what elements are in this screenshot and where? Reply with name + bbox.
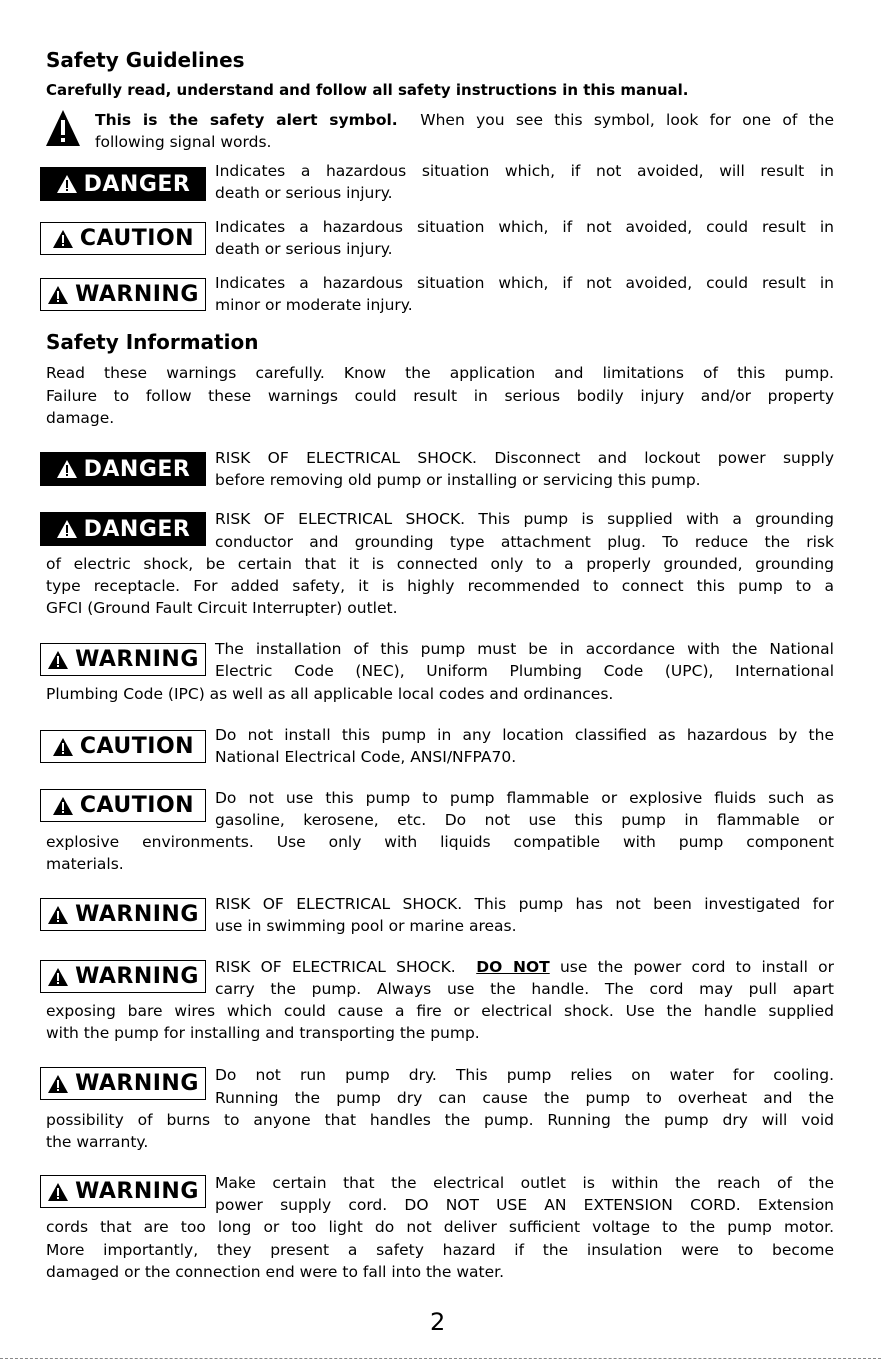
warning-badge bbox=[40, 898, 206, 931]
item-text-line: carry the pump. Always use the handle. The cord may pull apart bbox=[215, 980, 834, 998]
item-text-line: Make certain that the electrical outlet is within the reach of the bbox=[215, 1174, 834, 1192]
item-text-line: conductor and grounding type attachment plug. To reduce the risk bbox=[215, 533, 834, 551]
item-text-line bbox=[215, 956, 834, 979]
warning-badge bbox=[40, 643, 206, 676]
warning-triangle-icon bbox=[56, 519, 78, 539]
alert-symbol-line-2: following signal words. bbox=[95, 133, 272, 151]
warning-triangle-icon bbox=[47, 650, 69, 670]
alert-symbol-rest: When you see this symbol, look for one of the bbox=[420, 111, 834, 129]
item-text-line: gasoline, kerosene, etc. Do not use this pump in flammable or bbox=[215, 811, 834, 829]
warning-triangle-icon bbox=[47, 905, 69, 925]
badge-label: CAUTION bbox=[79, 793, 195, 818]
alert-symbol-line-1 bbox=[95, 109, 834, 132]
item-text-line: type receptacle. For added safety, it is highly recommended to connect this pump to a bbox=[46, 577, 834, 595]
caution-signal-badge bbox=[40, 222, 206, 255]
warning-triangle-icon bbox=[56, 174, 78, 194]
warning-triangle-icon bbox=[47, 285, 69, 305]
item-text-line: cords that are too long or too light do not deliver sufficient voltage to the pump motor. bbox=[46, 1218, 834, 1236]
danger-badge bbox=[40, 452, 206, 486]
warning-definition-line-1: Indicates a hazardous situation which, if not avoided, could result in bbox=[215, 274, 834, 292]
item-text-line: Plumbing Code (IPC) as well as all applicable local codes and ordinances. bbox=[46, 685, 614, 703]
item-text-line: The installation of this pump must be in accordance with the National bbox=[215, 640, 834, 658]
warning-triangle-icon bbox=[47, 1182, 69, 1202]
item-text-line: RISK OF ELECTRICAL SHOCK. This pump has not been investigated for bbox=[215, 895, 834, 913]
warning-triangle-icon bbox=[56, 459, 78, 479]
item-text-line: Electric Code (NEC), Uniform Plumbing Code (UPC), International bbox=[215, 662, 834, 680]
warning-badge bbox=[40, 1067, 206, 1100]
warning-badge bbox=[40, 960, 206, 993]
badge-label: WARNING bbox=[75, 1071, 199, 1096]
badge-label: WARNING bbox=[75, 964, 199, 989]
info-intro-line-1: Read these warnings carefully. Know the application and limitations of this pump. bbox=[46, 364, 834, 382]
warning-badge-label: WARNING bbox=[75, 282, 199, 307]
item-text-segment: use the power cord to install or bbox=[559, 958, 834, 976]
item-text-line: possibility of burns to anyone that handles the pump. Running the pump dry will void bbox=[46, 1111, 834, 1129]
safety-guidelines-heading: Safety Guidelines bbox=[46, 48, 245, 72]
item-text-line: the warranty. bbox=[46, 1133, 149, 1151]
info-intro-line-2: Failure to follow these warnings could result in serious bodily injury and/or property bbox=[46, 387, 834, 405]
warning-badge bbox=[40, 1175, 206, 1208]
item-text-line: explosive environments. Use only with liquids compatible with pump component bbox=[46, 833, 834, 851]
warning-triangle-icon bbox=[47, 967, 69, 987]
warning-triangle-icon bbox=[47, 1074, 69, 1094]
item-text-line: power supply cord. DO NOT USE AN EXTENSION CORD. Extension bbox=[215, 1196, 834, 1214]
item-text-segment: RISK OF ELECTRICAL SHOCK. bbox=[215, 958, 456, 976]
badge-label: WARNING bbox=[75, 647, 199, 672]
caution-badge bbox=[40, 730, 206, 763]
item-text-line: damaged or the connection end were to fall into the water. bbox=[46, 1263, 505, 1281]
item-text-line: More importantly, they present a safety hazard if the insulation were to become bbox=[46, 1241, 834, 1259]
info-intro-line-3: damage. bbox=[46, 409, 115, 427]
do-not-emphasis: DO NOT bbox=[476, 958, 550, 976]
danger-definition-line-2: death or serious injury. bbox=[215, 184, 393, 202]
safety-alert-symbol-icon bbox=[44, 108, 82, 148]
caution-badge bbox=[40, 789, 206, 822]
danger-badge bbox=[40, 512, 206, 546]
caution-definition-line-2: death or serious injury. bbox=[215, 240, 393, 258]
badge-label: WARNING bbox=[75, 1179, 199, 1204]
item-text-line: GFCI (Ground Fault Circuit Interrupter) outlet. bbox=[46, 599, 398, 617]
item-text-line: RISK OF ELECTRICAL SHOCK. Disconnect and lockout power supply bbox=[215, 449, 834, 467]
item-text-line: Do not run pump dry. This pump relies on water for cooling. bbox=[215, 1066, 834, 1084]
danger-signal-badge bbox=[40, 167, 206, 201]
warning-triangle-icon bbox=[52, 796, 74, 816]
warning-triangle-icon bbox=[52, 229, 74, 249]
caution-definition-line-1: Indicates a hazardous situation which, if not avoided, could result in bbox=[215, 218, 834, 236]
item-text-line: of electric shock, be certain that it is connected only to a properly grounded, grounding bbox=[46, 555, 834, 573]
page-number: 2 bbox=[430, 1308, 446, 1336]
danger-definition-line-1: Indicates a hazardous situation which, if not avoided, will result in bbox=[215, 162, 834, 180]
warning-triangle-icon bbox=[52, 737, 74, 757]
page-edge-divider bbox=[0, 1358, 881, 1359]
item-text-line: Do not use this pump to pump flammable or explosive fluids such as bbox=[215, 789, 834, 807]
alert-symbol-bold: This is the safety alert symbol. bbox=[95, 111, 398, 129]
safety-information-heading: Safety Information bbox=[46, 330, 259, 354]
item-text-line: with the pump for installing and transporting the pump. bbox=[46, 1024, 480, 1042]
badge-label: WARNING bbox=[75, 902, 199, 927]
item-text-line: before removing old pump or installing or servicing this pump. bbox=[215, 471, 701, 489]
caution-badge-label: CAUTION bbox=[79, 226, 195, 251]
item-text-line: Do not install this pump in any location classified as hazardous by the bbox=[215, 726, 834, 744]
badge-label: DANGER bbox=[83, 456, 191, 482]
item-text-line: National Electrical Code, ANSI/NFPA70. bbox=[215, 748, 517, 766]
warning-signal-badge bbox=[40, 278, 206, 311]
item-text-line: RISK OF ELECTRICAL SHOCK. This pump is supplied with a grounding bbox=[215, 510, 834, 528]
danger-badge-label: DANGER bbox=[83, 171, 191, 197]
warning-definition-line-2: minor or moderate injury. bbox=[215, 296, 413, 314]
item-text-line: exposing bare wires which could cause a fire or electrical shock. Use the handle supplied bbox=[46, 1002, 834, 1020]
item-text-line: use in swimming pool or marine areas. bbox=[215, 917, 517, 935]
item-text-line: materials. bbox=[46, 855, 124, 873]
badge-label: CAUTION bbox=[79, 734, 195, 759]
badge-label: DANGER bbox=[83, 516, 191, 542]
item-text-line: Running the pump dry can cause the pump to overheat and the bbox=[215, 1089, 834, 1107]
guidelines-intro: Carefully read, understand and follow all safety instructions in this manual. bbox=[46, 81, 689, 99]
